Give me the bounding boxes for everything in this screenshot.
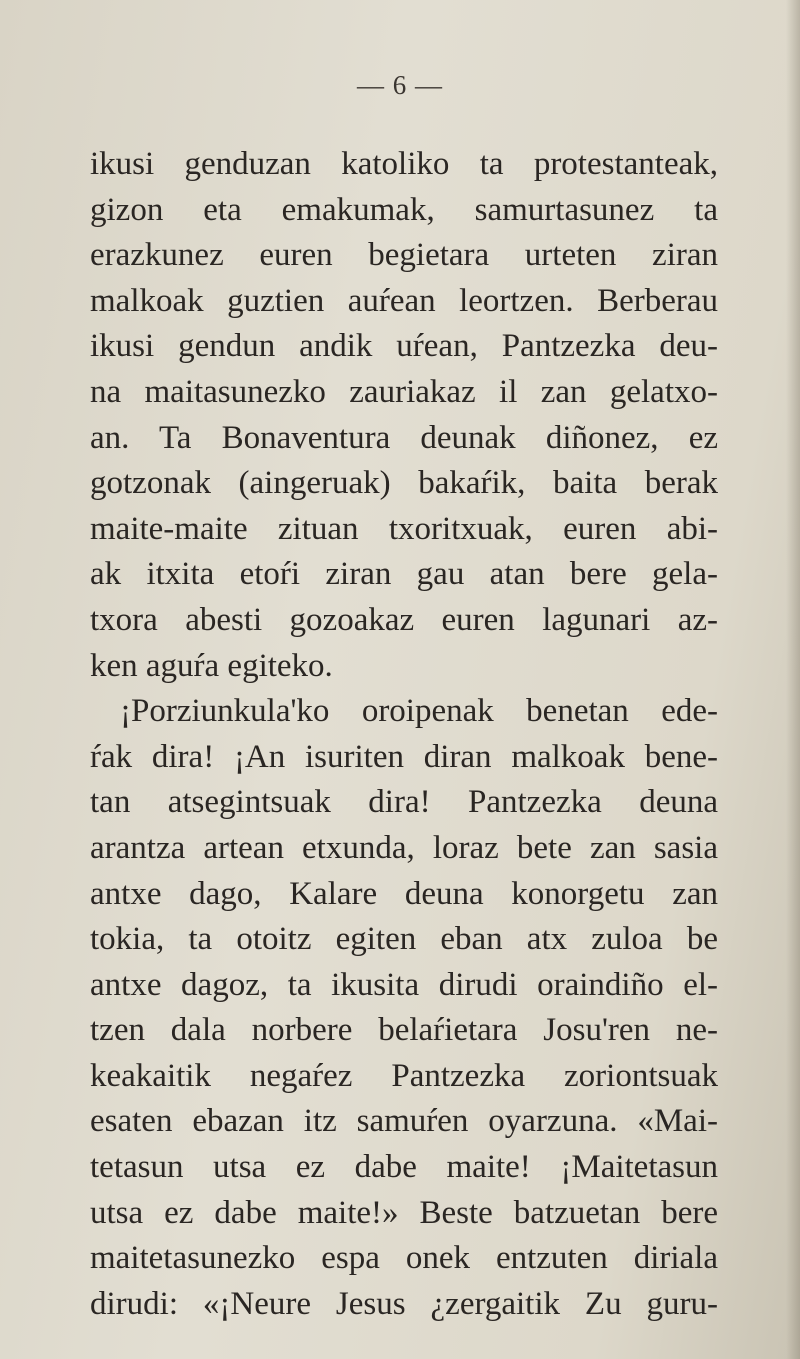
- text-line: antxe dago, Kalare deuna konorgetu zan: [90, 875, 718, 912]
- text-line: ŕak dira! ¡An isuriten diran malkoak bene-: [90, 738, 718, 775]
- text-line: tetasun utsa ez dabe maite! ¡Maitetasun: [90, 1149, 718, 1186]
- text-line: txora abesti gozoakaz euren lagunari az-: [90, 601, 718, 638]
- text-line: ¡Porziunkula'ko oroipenak benetan ede-: [120, 693, 718, 730]
- text-line: maite-maite zituan txoritxuak, euren abi-: [90, 510, 718, 547]
- text-line: ak itxita etoŕi ziran gau atan bere gela-: [90, 556, 718, 593]
- text-line: ikusi gendun andik uŕean, Pantzezka deu-: [90, 328, 718, 365]
- text-line: ken aguŕa egiteko.: [90, 647, 333, 684]
- text-line: tokia, ta otoitz egiten eban atx zuloa be: [90, 921, 718, 958]
- text-line: esaten ebazan itz samuŕen oyarzuna. «Mai-: [90, 1103, 718, 1140]
- text-line: antxe dagoz, ta ikusita dirudi oraindiño el-: [90, 966, 718, 1003]
- text-line: utsa ez dabe maite!» Beste batzuetan bere: [90, 1194, 718, 1231]
- text-line: erazkunez euren begietara urteten ziran: [90, 237, 718, 274]
- text-line: tan atsegintsuak dira! Pantzezka deuna: [90, 784, 718, 821]
- text-line: an. Ta Bonaventura deunak diñonez, ez: [90, 419, 718, 456]
- text-line: arantza artean etxunda, loraz bete zan sasia: [90, 829, 718, 866]
- text-line: maitetasunezko espa onek entzuten diriala: [90, 1240, 718, 1277]
- body-text: [90, 142, 718, 1327]
- text-line: dirudi: «¡Neure Jesus ¿zergaitik Zu guru-: [90, 1285, 718, 1322]
- page-number: — 6 —: [357, 70, 443, 100]
- text-line: ikusi genduzan katoliko ta protestanteak,: [90, 146, 718, 182]
- text-line: gotzonak (aingeruak) bakaŕik, baita berak: [90, 465, 718, 502]
- page-edge-shadow: [786, 0, 800, 1359]
- text-line: na maitasunezko zauriakaz il zan gelatxo-: [90, 373, 718, 410]
- text-line: tzen dala norbere belaŕietara Josu'ren ne-: [90, 1012, 718, 1049]
- text-line: malkoak guztien auŕean leortzen. Berberau: [90, 282, 718, 319]
- text-line: keakaitik negaŕez Pantzezka zoriontsuak: [90, 1057, 718, 1094]
- text-line: gizon eta emakumak, samurtasunez ta: [90, 191, 718, 228]
